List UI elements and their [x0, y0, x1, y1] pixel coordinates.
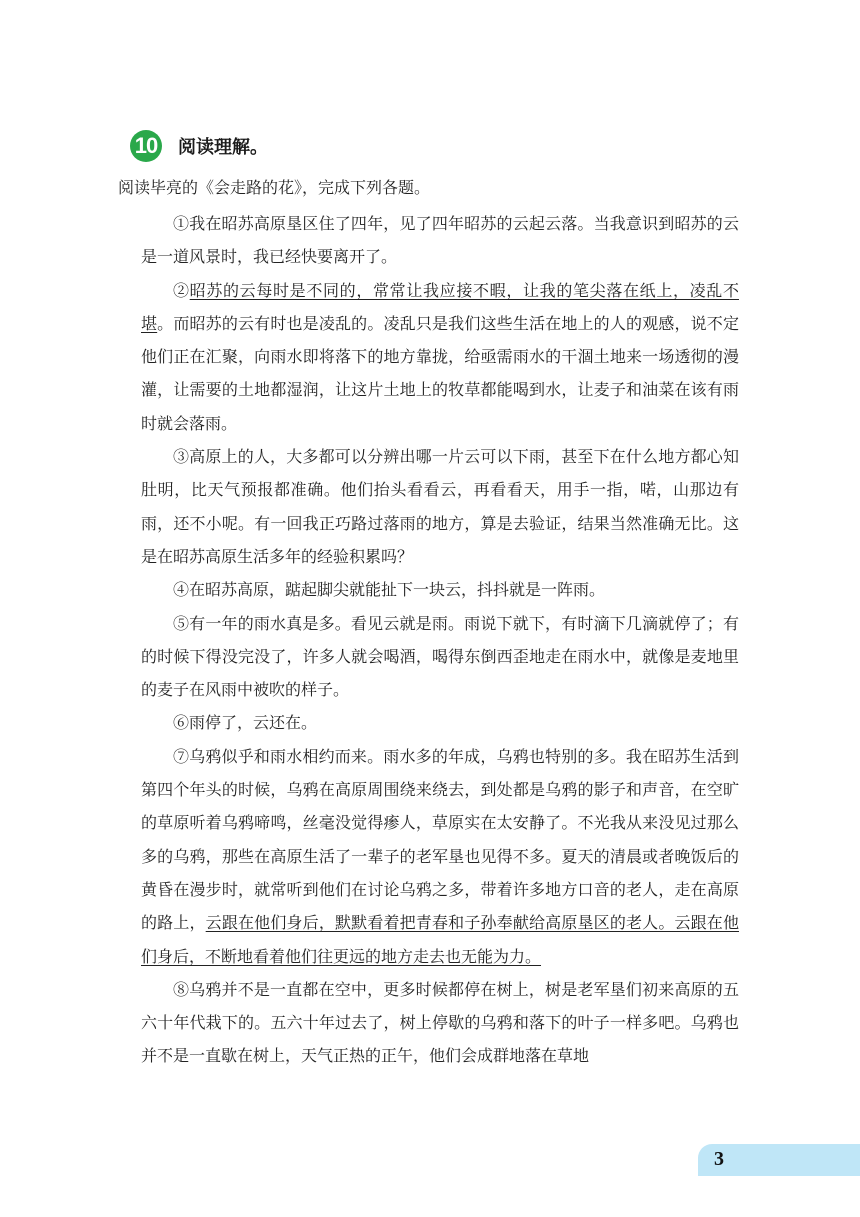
paragraph-8: ⑧乌鸦并不是一直都在空中，更多时候都停在树上，树是老军垦们初来高原的五六十年代栽下的。五六十年过去了，树上停歇的乌鸦和落下的叶子一样多吧。乌鸦也并不是一直歇在树上，天气正热的正午，他们会成群地落在草地 [141, 979, 739, 1066]
paragraph-2 [141, 274, 739, 440]
instruction-text: 阅读毕亮的《会走路的花》，完成下列各题。 [118, 178, 431, 197]
page-number: 3 [714, 1148, 724, 1170]
paragraph-2-rest: 。而昭苏的云有时也是凌乱的。凌乱只是我们这些生活在地上的人的观感，说不定他们正在汇聚，向雨水即将落下的地方靠拢，给亟需雨水的干涸土地来一场透彻的漫灌，让需要的土地都湿润，让这片土地上的牧草都能喝到水，让麦子和油菜在该有雨时就会落雨。 [141, 313, 739, 433]
paragraph-7 [141, 740, 739, 973]
paragraph-5: ⑤有一年的雨水真是多。看见云就是雨。雨说下就下，有时滴下几滴就停了；有的时候下得没完没了，许多人就会喝酒，喝得东倒西歪地走在雨水中，就像是麦地里的麦子在风雨中被吹的样子。 [141, 613, 739, 700]
paragraph-7-text: ⑦乌鸦似乎和雨水相约而来。雨水多的年成，乌鸦也特别的多。我在昭苏生活到第四个年头的时候，乌鸦在高原周围绕来绕去，到处都是乌鸦的影子和声音，在空旷的草原听着乌鸦啼鸣，丝毫没觉得瘆人，草原实在太安静了。不光我从来没见过那么多的乌鸦，那些在高原生活了一辈子的老军垦也见得不多。夏天的清晨或者晚饭后的黄昏在漫步时，就常听到他们在讨论乌鸦之多，带着许多地方口音的老人，走在高原的路上， [141, 746, 739, 933]
reading-passage [141, 207, 739, 1073]
question-header [130, 130, 268, 162]
underlined-sentence-2: 云跟在他们身后，默默看着把青春和子孙奉献给高原垦区的老人。云跟在他们身后，不断地看着他们往更远的地方走去也无能为力。 [141, 913, 739, 966]
paragraph-4: ④在昭苏高原，踮起脚尖就能扯下一块云，抖抖就是一阵雨。 [173, 580, 606, 600]
underlined-sentence-1: 昭苏的云每时是不同的，常常让我应接不暇，让我的笔尖落在纸上，凌乱不堪 [141, 280, 739, 333]
question-number-badge: 10 [130, 130, 162, 162]
section-title: 阅读理解。 [178, 137, 268, 158]
paragraph-3: ③高原上的人，大多都可以分辨出哪一片云可以下雨，甚至下在什么地方都心知肚明，比天气预报都准确。他们抬头看看云，再看看天，用手一指，喏，山那边有雨，还不小呢。有一回我正巧路过落雨的地方，算是去验证，结果当然准确无比。这是在昭苏高原生活多年的经验积累吗？ [141, 447, 739, 566]
paragraph-1: ①我在昭苏高原垦区住了四年，见了四年昭苏的云起云落。当我意识到昭苏的云是一道风景时，我已经快要离开了。 [141, 214, 739, 267]
paragraph-2-number: ② [173, 280, 190, 300]
paragraph-6: ⑥雨停了，云还在。 [173, 713, 318, 733]
